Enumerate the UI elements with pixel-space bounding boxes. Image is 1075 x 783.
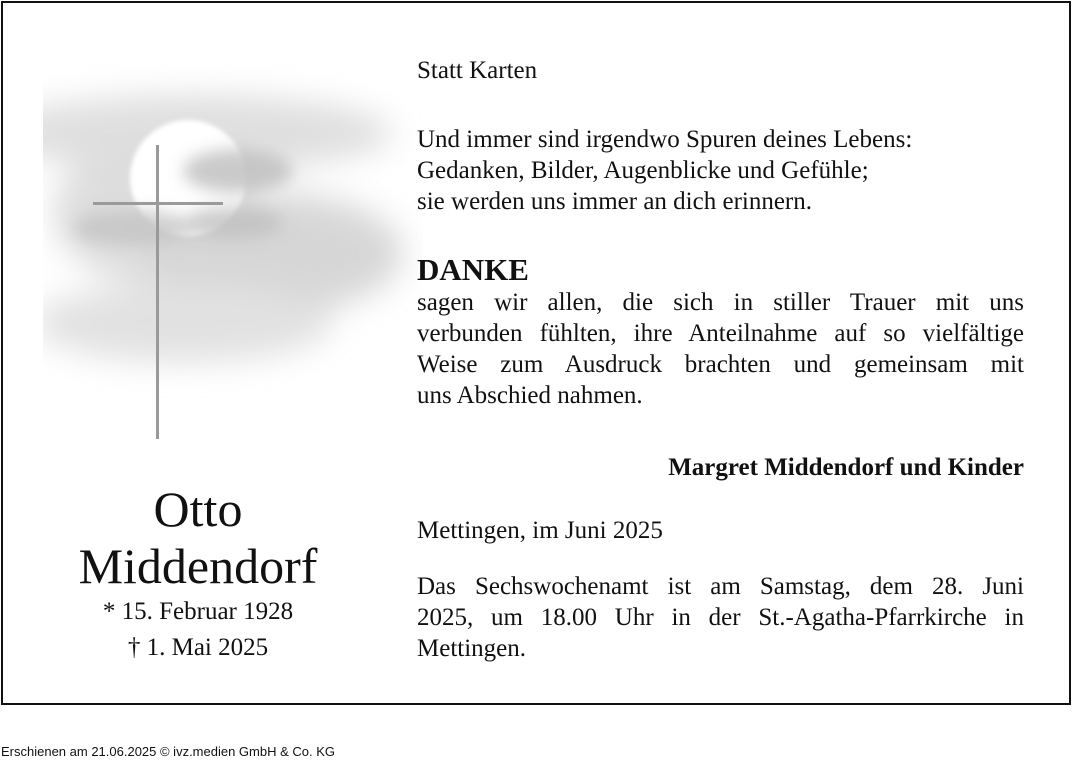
birth-date: * 15. Februar 1928 (102, 598, 294, 625)
poem (417, 124, 1024, 217)
signature: Margret Middendorf und Kinder (668, 454, 1024, 481)
thanks-line: sagen wir allen, die sich in stiller Trauer mit uns (417, 289, 1024, 316)
service-line: Mettingen. (417, 635, 527, 662)
deceased-last-name: Middendorf (78, 538, 318, 594)
thanks-line: uns Abschied nahmen. (417, 382, 643, 409)
obituary-notice (1, 1, 1071, 705)
cross-moon-clouds-icon (43, 63, 423, 453)
place-date: Mettingen, im Juni 2025 (417, 517, 663, 544)
publication-footer: Erschienen am 21.06.2025 © ivz.medien GmbH & Co. KG (1, 744, 336, 759)
danke-heading: DANKE (417, 252, 529, 287)
service-paragraph (417, 571, 1024, 664)
poem-line: Gedanken, Bilder, Augenblicke und Gefühle; (417, 157, 869, 184)
death-date: † 1. Mai 2025 (127, 634, 269, 661)
service-line: Das Sechswochenamt ist am Samstag, dem 28. Juni (417, 573, 1024, 600)
poem-line: Und immer sind irgendwo Spuren deines Lebens: (417, 126, 913, 153)
deceased-first-name: Otto (153, 481, 243, 537)
header-text: Statt Karten (417, 57, 538, 84)
service-line: 2025, um 18.00 Uhr in der St.-Agatha-Pfarrkirche in (417, 604, 1024, 631)
thanks-line: verbunden fühlten, ihre Anteilnahme auf so vielfältige (417, 320, 1024, 347)
thanks-line: Weise zum Ausdruck brachten und gemeinsam mit (417, 351, 1024, 378)
poem-line: sie werden uns immer an dich erinnern. (417, 188, 813, 215)
thanks-paragraph (417, 287, 1024, 411)
